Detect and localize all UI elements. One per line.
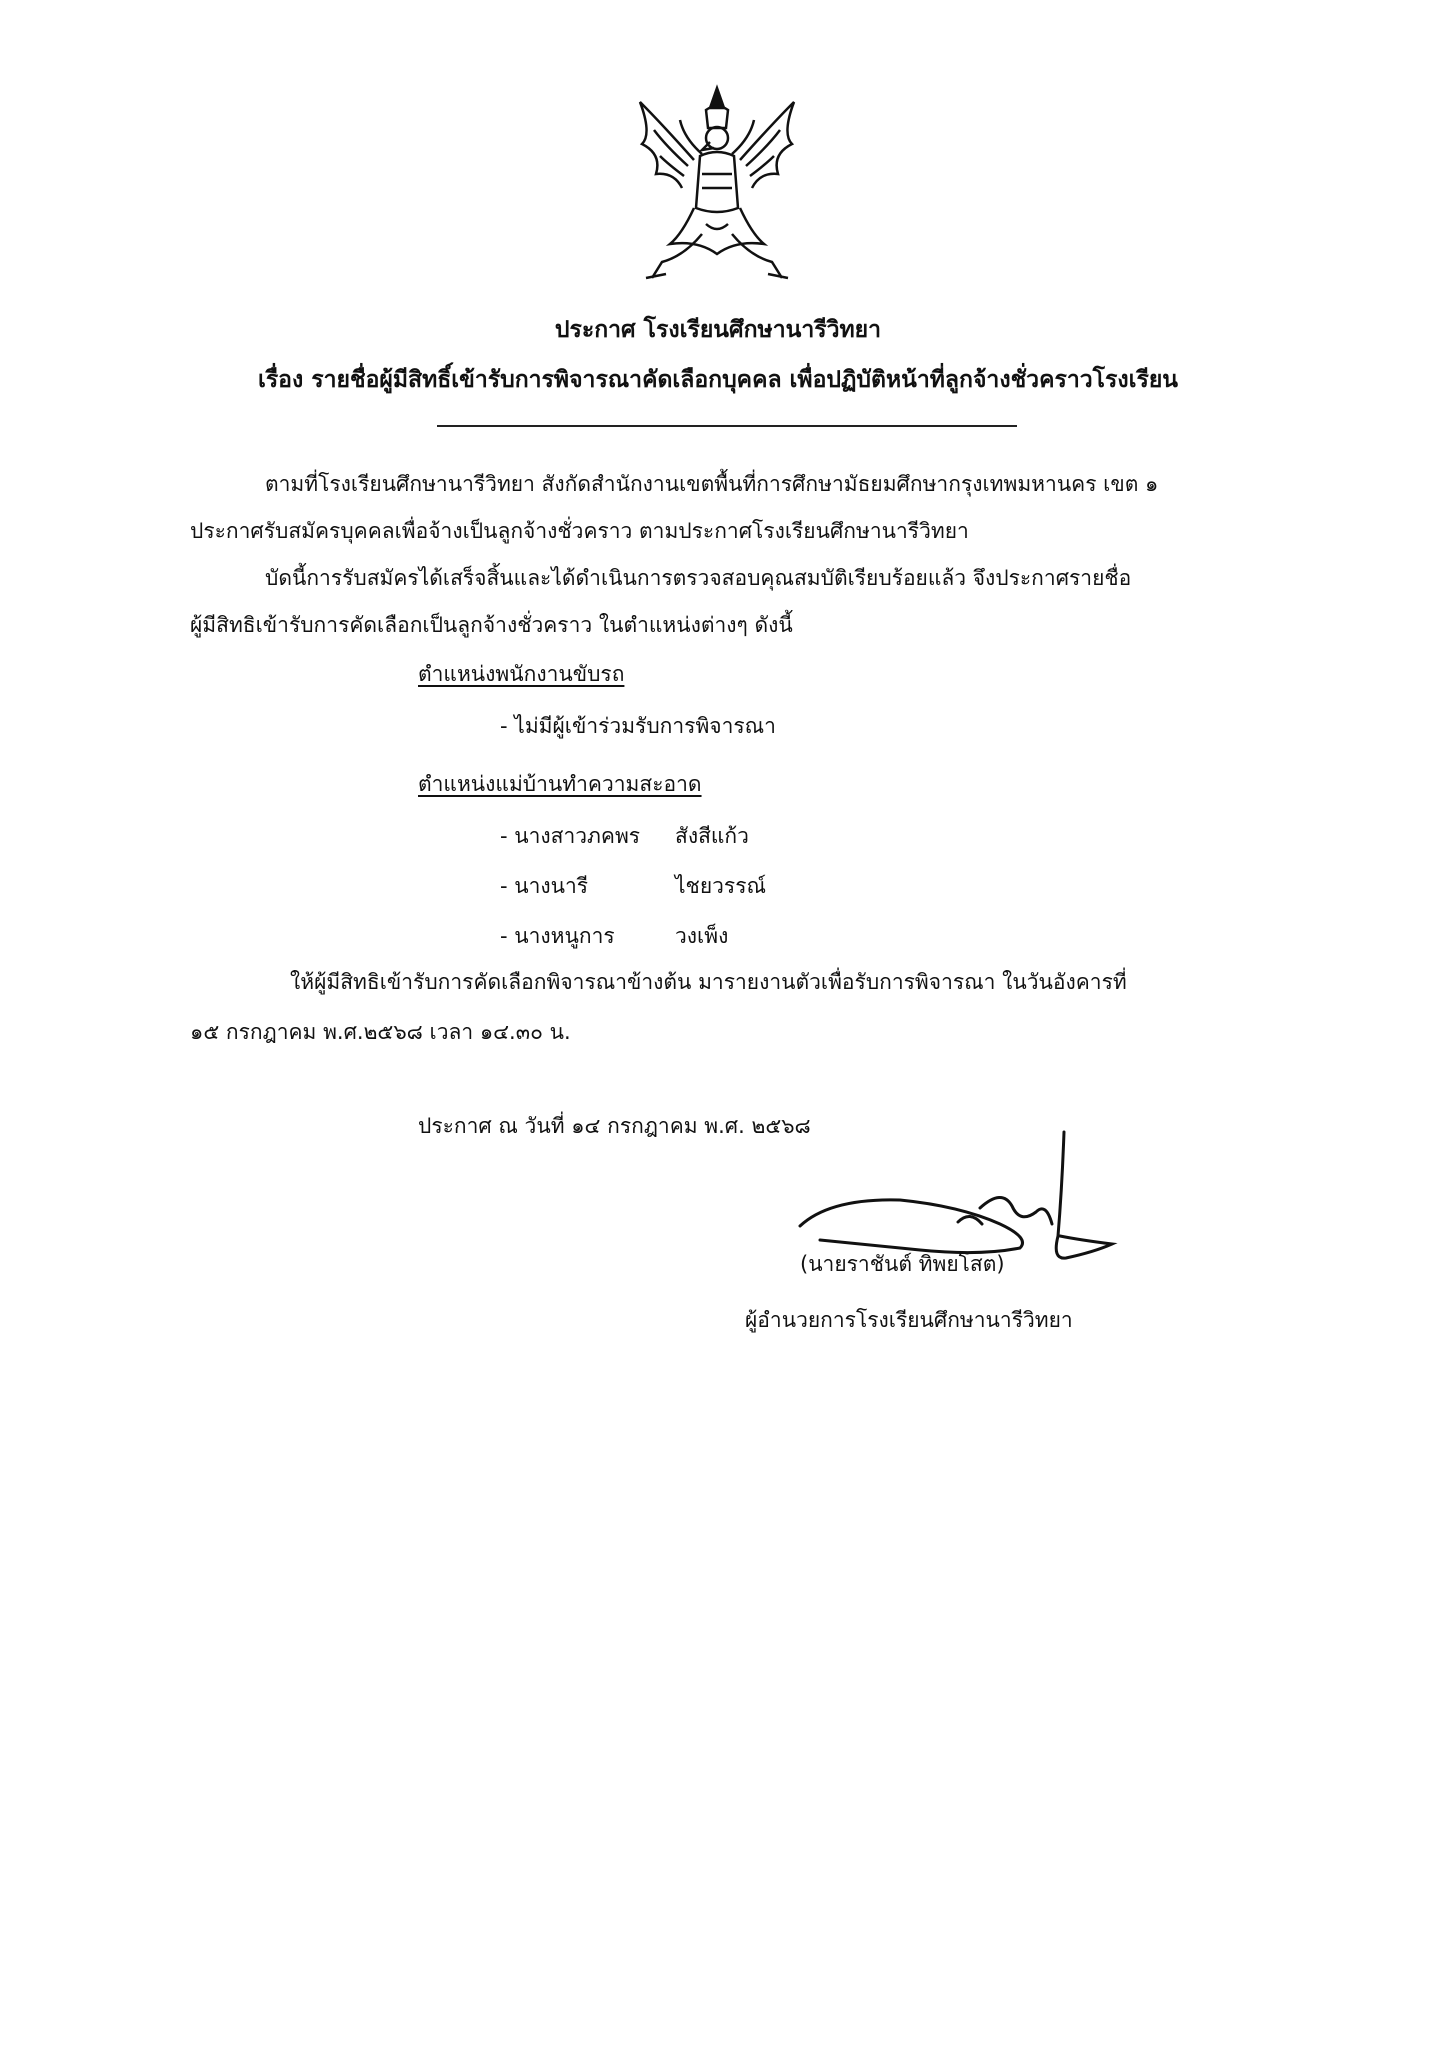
candidate-first-name: - นางหนูการ [500,924,615,948]
paragraph-2-line-1: บัดนี้การรับสมัครได้เสร็จสิ้นและได้ดำเนินการตรวจสอบคุณสมบัติเรียบร้อยแล้ว จึงประกาศรายชื่อ [265,566,1132,590]
position-driver-note: - ไม่มีผู้เข้าร่วมรับการพิจารณา [500,714,776,738]
signatory-position: ผู้อำนวยการโรงเรียนศึกษานารีวิทยา [745,1308,1073,1332]
announcement-date: ประกาศ ณ วันที่ ๑๔ กรกฎาคม พ.ศ. ๒๕๖๘ [418,1114,811,1138]
position-driver-title: ตำแหน่งพนักงานขับรถ [418,662,625,686]
title-divider [437,425,1017,427]
announcement-subject: เรื่อง รายชื่อผู้มีสิทธิ์เข้ารับการพิจารณาคัดเลือกบุคคล เพื่อปฏิบัติหน้าที่ลูกจ้างชั่วคราวโรงเรียน [257,367,1179,393]
paragraph-1-line-2: ประกาศรับสมัครบุคคลเพื่อจ้างเป็นลูกจ้างชั่วคราว ตามประกาศโรงเรียนศึกษานารีวิทยา [190,519,969,543]
candidate-first-name: - นางสาวภคพร [500,824,641,848]
candidate-row [500,822,749,850]
paragraph-2-line-2: ผู้มีสิทธิเข้ารับการคัดเลือกเป็นลูกจ้างชั่วคราว ในตำแหน่งต่างๆ ดังนี้ [190,613,793,637]
garuda-emblem-icon [622,84,812,284]
paragraph-3-line-2: ๑๕ กรกฎาคม พ.ศ.๒๕๖๘ เวลา ๑๔.๓๐ น. [190,1020,571,1044]
paragraph-1-line-1: ตามที่โรงเรียนศึกษานารีวิทยา สังกัดสำนักงานเขตพื้นที่การศึกษามัธยมศึกษากรุงเทพมหานคร เขต ๑ [265,472,1159,496]
candidate-last-name: วงเพ็ง [675,924,729,948]
candidate-last-name: สังสีแก้ว [675,824,749,848]
candidate-row [500,922,728,950]
signatory-name: (นายราชันต์ ทิพยโสต) [800,1252,1005,1276]
candidate-first-name: - นางนารี [500,874,589,898]
candidate-last-name: ไชยวรรณ์ [675,874,766,898]
position-housekeeper-title: ตำแหน่งแม่บ้านทำความสะอาด [418,772,702,796]
candidate-row [500,872,766,900]
announcement-title: ประกาศ โรงเรียนศึกษานารีวิทยา [554,317,882,343]
paragraph-3-line-1: ให้ผู้มีสิทธิเข้ารับการคัดเลือกพิจารณาข้างต้น มารายงานตัวเพื่อรับการพิจารณา ในวันอังคารที่ [290,970,1127,994]
